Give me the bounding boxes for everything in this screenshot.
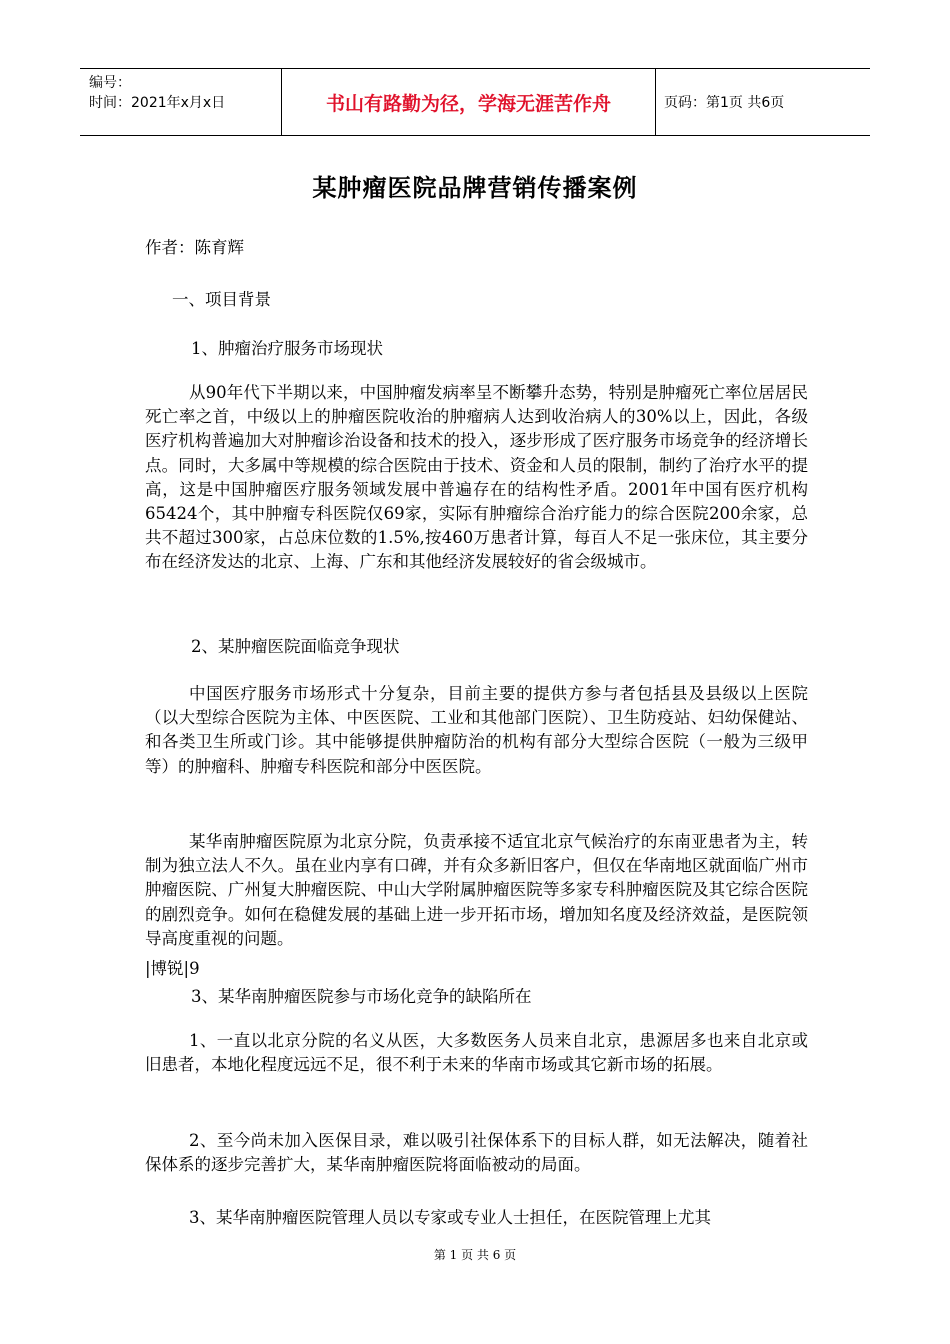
subheading-1: 1、肿瘤治疗服务市场现状 (191, 339, 383, 358)
document-title: 某肿瘤医院品牌营销传播案例 (312, 173, 638, 202)
list-item-2: 2、至今尚未加入医保目录，难以吸引社保体系下的目标人群，如无法解决，随着社保体系的逐步完善扩大，某华南肿瘤医院将面临被动的局面。 (145, 1131, 808, 1175)
time-label: 时间：2021年x月x日 (89, 95, 226, 111)
list-item-1: 1、一直以北京分院的名义从医，大多数医务人员来自北京，患源居多也来自北京或旧患者，本地化程度远远不足，很不利于未来的华南市场或其它新市场的拓展。 (145, 1031, 808, 1075)
number-label: 编号： (89, 75, 131, 91)
paragraph-1: 从90年代下半期以来，中国肿瘤发病率呈不断攀升态势，特别是肿瘤死亡率位居居民死亡率之首，中级以上的肿瘤医院收治的肿瘤病人达到收治病人的30%以上，因此，各级医疗机构普遍加大对肿瘤诊治设备和技术的投入，逐步形成了医疗服务市场竞争的经济增长点。同时，大多属中等规模的综合医院由于技术、资金和人员的限制，制约了治疗水平的提高，这是中国肿瘤医疗服务领域发展中普遍存在的结构性矛盾。2001年中国有医疗机构65424个，其中肿瘤专科医院仅69家，实际有肿瘤综合治疗能力的综合医院200余家，总共不超过300家，占总床位数的1.5%,按460万患者计算，每百人不足一张床位，其主要分布在经济发达的北京、上海、广东和其他经济发展较好的省会级城市。 (145, 383, 808, 572)
subheading-3: 3、某华南肿瘤医院参与市场化竞争的缺陷所在 (191, 987, 532, 1006)
header-page-info (656, 69, 870, 135)
section-heading-1: 一、项目背景 (172, 290, 271, 309)
list-item-3: 3、某华南肿瘤医院管理人员以专家或专业人士担任，在医院管理上尤其 (189, 1208, 711, 1227)
paragraph-2: 中国医疗服务市场形式十分复杂，目前主要的提供方参与者包括县及县级以上医院（以大型综合医院为主体、中医医院、工业和其他部门医院）、卫生防疫站、妇幼保健站、和各类卫生所或门诊。其中能够提供肿瘤防治的机构有部分大型综合医院（一般为三级甲等）的肿瘤科、肿瘤专科医院和部分中医医院。 (145, 684, 808, 776)
subheading-2: 2、某肿瘤医院面临竞争现状 (191, 637, 400, 656)
watermark-text: |博锐|9 (145, 959, 200, 978)
paragraph-3: 某华南肿瘤医院原为北京分院，负责承接不适宜北京气候治疗的东南亚患者为主，转制为独立法人不久。虽在业内享有口碑，并有众多新旧客户，但仅在华南地区就面临广州市肿瘤医院、广州复大肿瘤医院、中山大学附属肿瘤医院等多家专科肿瘤医院及其它综合医院的剧烈竞争。如何在稳健发展的基础上进一步开拓市场，增加知名度及经济效益，是医院领导高度重视的问题。 (145, 832, 808, 948)
header-table (80, 68, 870, 136)
header-meta-cell (80, 69, 282, 135)
page-footer: 第 1 页 共 6 页 (433, 1248, 517, 1262)
page-info-text: 页码：第1页 共6页 (664, 95, 785, 111)
header-motto: 书山有路勤为径，学海无涯苦作舟 (282, 69, 656, 135)
author-line: 作者：陈育辉 (145, 238, 244, 257)
